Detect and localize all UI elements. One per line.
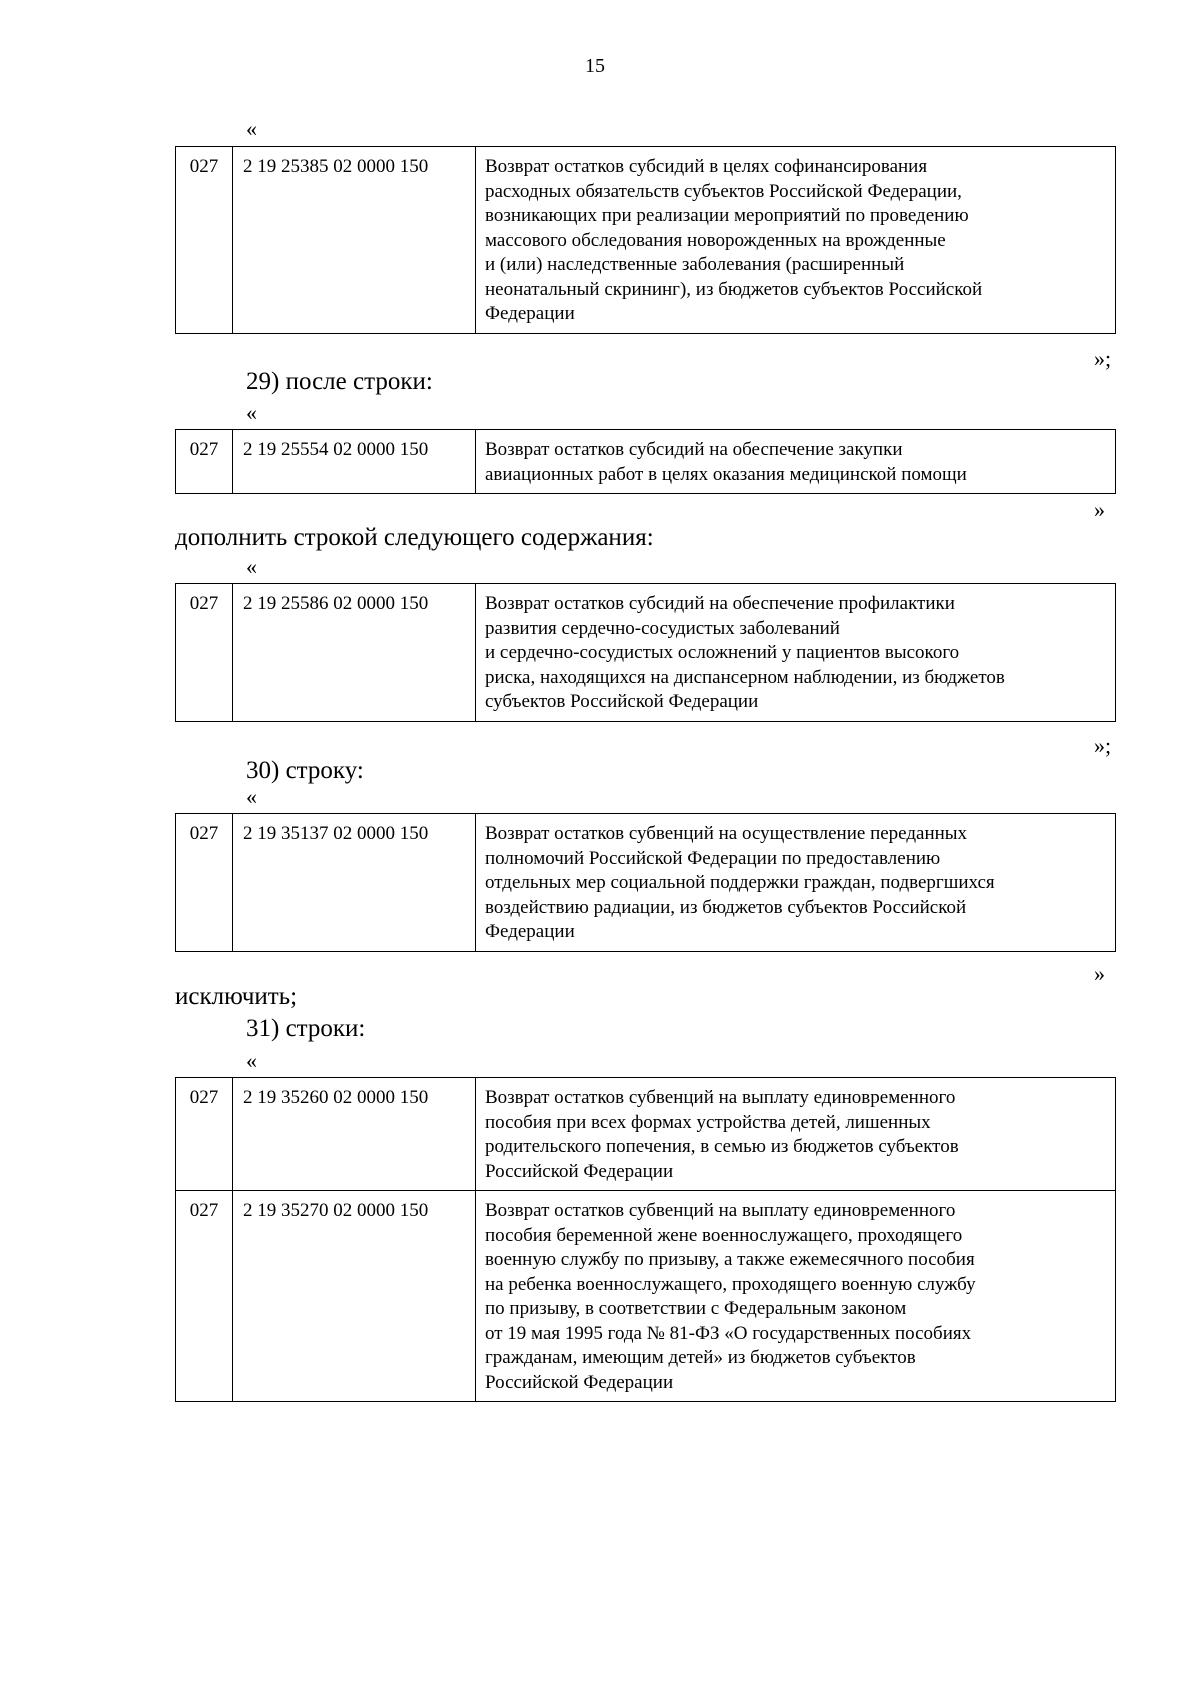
table-row — [176, 584, 1116, 722]
budget-table-5 — [175, 1077, 1116, 1402]
opening-quote: « — [246, 116, 257, 141]
opening-quote: « — [246, 1048, 257, 1073]
table-row — [176, 1078, 1116, 1191]
kbk-code-cell: 2 19 25554 02 0000 150 — [233, 430, 476, 494]
kbk-code-cell: 2 19 25385 02 0000 150 — [233, 147, 476, 334]
closing-quote: »; — [1094, 733, 1112, 758]
kbk-code-cell: 2 19 35137 02 0000 150 — [233, 814, 476, 952]
description-cell: Возврат остатков субвенций на осуществление переданных полномочий Российской Федерации по предоставлению отдельных мер социальной поддержки граждан, подвергшихся воздействию радиации, из бюджетов субъектов Российской Федерации — [476, 814, 1116, 952]
admin-code-cell: 027 — [176, 814, 233, 952]
closing-quote: » — [1094, 961, 1105, 986]
paragraph-31: 31) строки: — [246, 1015, 366, 1042]
opening-quote: « — [246, 400, 257, 425]
paragraph-30: 30) строку: — [246, 757, 364, 784]
paragraph-29: 29) после строки: — [246, 368, 433, 395]
admin-code-cell: 027 — [176, 147, 233, 334]
admin-code-cell: 027 — [176, 1191, 233, 1402]
admin-code-cell: 027 — [176, 584, 233, 722]
table-row — [176, 814, 1116, 952]
description-cell: Возврат остатков субвенций на выплату единовременного пособия при всех формах устройства детей, лишенных родительского попечения, в семью из бюджетов субъектов Российской Федерации — [476, 1078, 1116, 1191]
kbk-code-cell: 2 19 35270 02 0000 150 — [233, 1191, 476, 1402]
description-cell: Возврат остатков субвенций на выплату единовременного пособия беременной жене военнослужащего, проходящего военную службу по призыву, а также ежемесячного пособия на ребенка военнослужащего, проходящего военную службу по призыву, в соответствии с Федеральным законом от 19 мая 1995 года № 81-ФЗ «О государственных пособиях гражданам, имеющим детей» из бюджетов субъектов Российской Федерации — [476, 1191, 1116, 1402]
description-cell: Возврат остатков субсидий на обеспечение профилактики развития сердечно-сосудистых заболеваний и сердечно-сосудистых осложнений у пациентов высокого риска, находящихся на диспансерном наблюдении, из бюджетов субъектов Российской Федерации — [476, 584, 1116, 722]
budget-table-2 — [175, 429, 1116, 494]
description-cell: Возврат остатков субсидий на обеспечение закупки авиационных работ в целях оказания медицинской помощи — [476, 430, 1116, 494]
paragraph-add-row: дополнить строкой следующего содержания: — [175, 524, 654, 551]
table-row — [176, 1191, 1116, 1402]
budget-table-1 — [175, 146, 1116, 334]
table-row — [176, 430, 1116, 494]
closing-quote: »; — [1094, 346, 1112, 371]
paragraph-exclude: исключить; — [175, 983, 298, 1010]
budget-table-4 — [175, 813, 1116, 952]
table-row — [176, 147, 1116, 334]
admin-code-cell: 027 — [176, 430, 233, 494]
closing-quote: » — [1094, 497, 1105, 522]
page-number: 15 — [585, 55, 605, 77]
description-cell: Возврат остатков субсидий в целях софинансирования расходных обязательств субъектов Российской Федерации, возникающих при реализации мероприятий по проведению массового обследования новорожденных на врожденные и (или) наследственные заболевания (расширенный неонатальный скрининг), из бюджетов субъектов Российской Федерации — [476, 147, 1116, 334]
opening-quote: « — [246, 554, 257, 579]
kbk-code-cell: 2 19 35260 02 0000 150 — [233, 1078, 476, 1191]
kbk-code-cell: 2 19 25586 02 0000 150 — [233, 584, 476, 722]
opening-quote: « — [246, 784, 257, 809]
budget-table-3 — [175, 583, 1116, 722]
admin-code-cell: 027 — [176, 1078, 233, 1191]
